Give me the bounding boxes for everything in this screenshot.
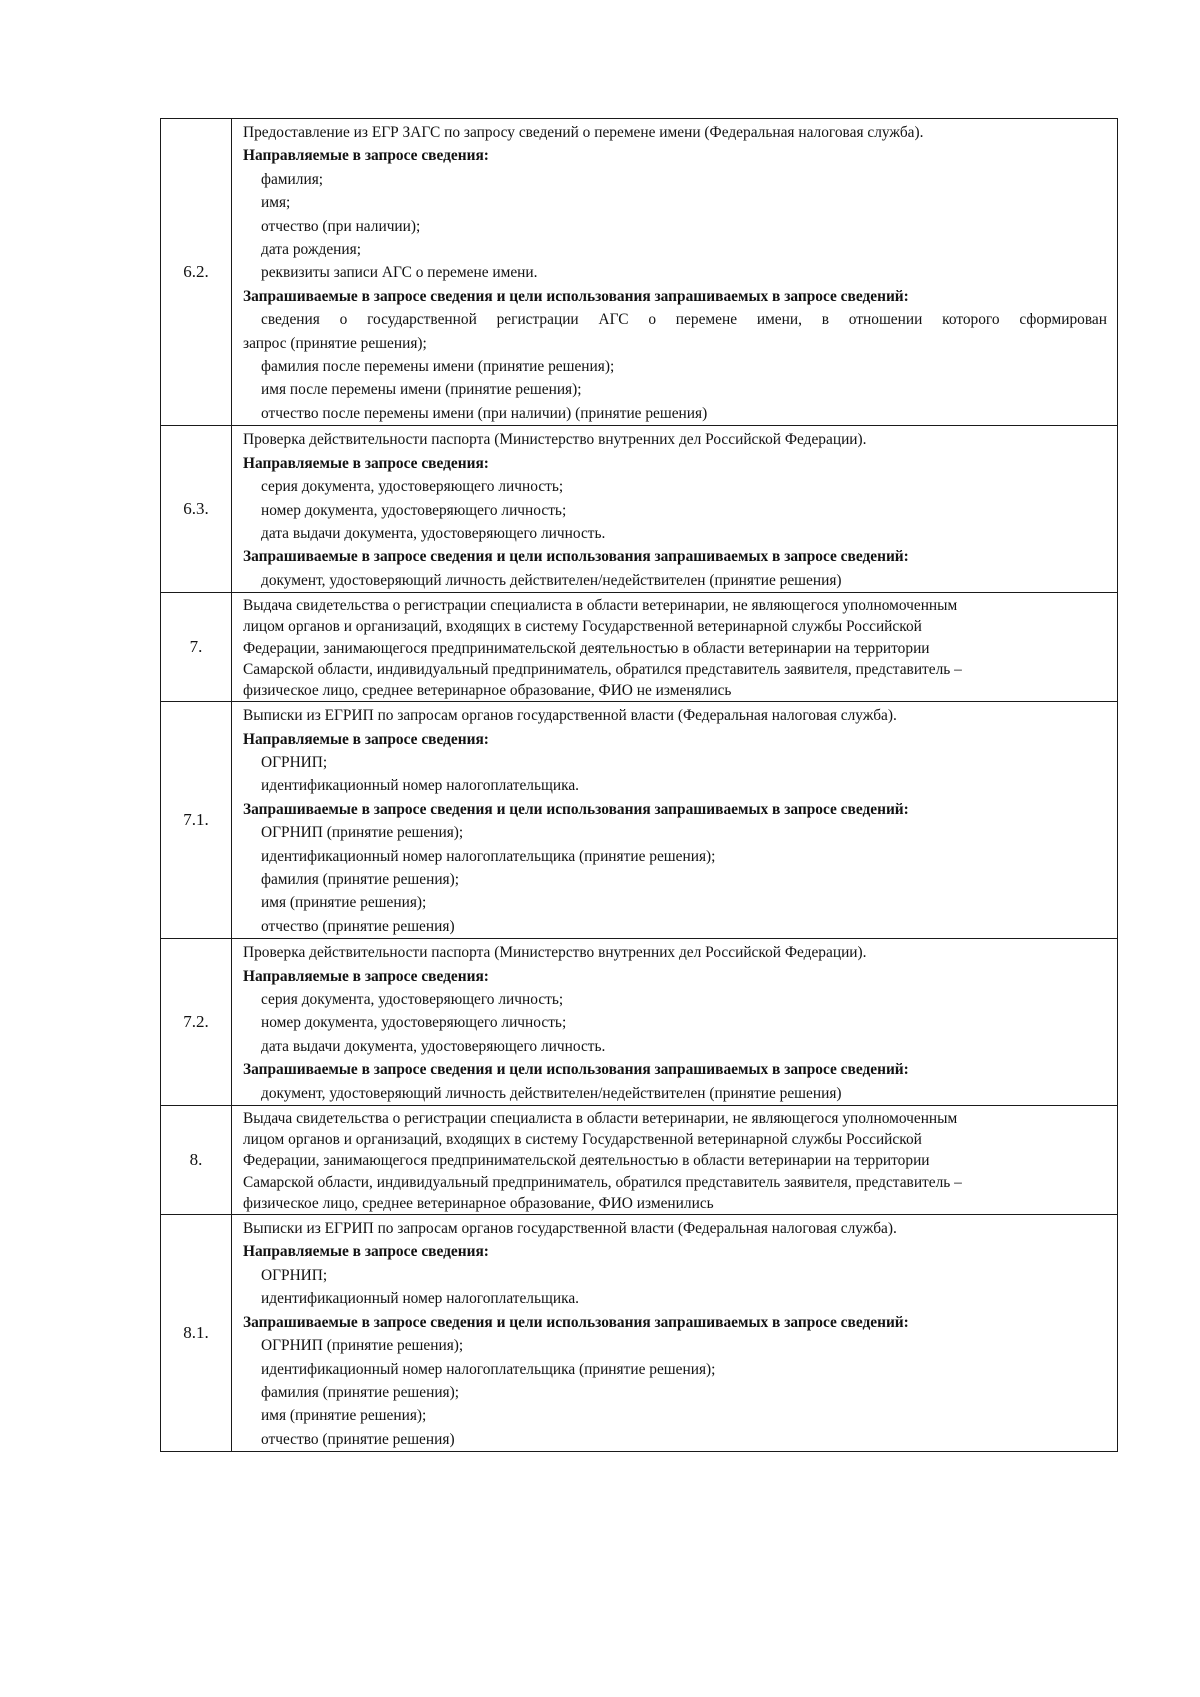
list-item: дата выдачи документа, удостоверяющего личность. bbox=[261, 524, 606, 542]
row-content bbox=[232, 702, 1118, 939]
row-number: 7. bbox=[161, 593, 232, 702]
content-line: физическое лицо, среднее ветеринарное образование, ФИО изменились bbox=[243, 1194, 714, 1212]
list-item: идентификационный номер налогоплательщика. bbox=[261, 777, 580, 795]
list-item: документ, удостоверяющий личность действителен/недействителен (принятие решения) bbox=[261, 571, 842, 589]
row-number: 6.2. bbox=[161, 119, 232, 426]
list-item: идентификационный номер налогоплательщика. bbox=[261, 1290, 580, 1308]
list-item: серия документа, удостоверяющего личность; bbox=[261, 991, 564, 1009]
table-row bbox=[161, 702, 1118, 939]
content-line: Проверка действительности паспорта (Министерство внутренних дел Российской Федерации). bbox=[243, 431, 867, 449]
section-heading: Направляемые в запросе сведения: bbox=[243, 454, 489, 472]
section-heading: Запрашиваемые в запросе сведения и цели использования запрашиваемых в запросе сведений: bbox=[243, 1313, 909, 1331]
content-line: лицом органов и организаций, входящих в систему Государственной ветеринарной службы Российской bbox=[243, 618, 922, 636]
list-item: идентификационный номер налогоплательщика (принятие решения); bbox=[261, 1360, 716, 1378]
list-item: имя; bbox=[261, 194, 291, 212]
list-item: реквизиты записи АГС о перемене имени. bbox=[261, 264, 538, 282]
row-number: 6.3. bbox=[161, 426, 232, 593]
list-item: фамилия (принятие решения); bbox=[261, 870, 460, 888]
row-number: 8.1. bbox=[161, 1215, 232, 1452]
row-number: 7.1. bbox=[161, 702, 232, 939]
section-heading: Направляемые в запросе сведения: bbox=[243, 147, 489, 165]
list-item: номер документа, удостоверяющего личность; bbox=[261, 1014, 567, 1032]
list-item: фамилия после перемены имени (принятие решения); bbox=[261, 358, 615, 376]
table-row bbox=[161, 426, 1118, 593]
list-item: ОГРНИП; bbox=[261, 753, 328, 771]
row-content bbox=[232, 426, 1118, 593]
list-item: отчество после перемены имени (при наличии) (принятие решения) bbox=[261, 404, 708, 422]
section-heading: Запрашиваемые в запросе сведения и цели использования запрашиваемых в запросе сведений: bbox=[243, 548, 909, 566]
section-heading: Направляемые в запросе сведения: bbox=[243, 967, 489, 985]
content-line: Самарской области, индивидуальный предприниматель, обратился представитель заявителя, представитель – bbox=[243, 1173, 962, 1191]
list-item: дата рождения; bbox=[261, 241, 361, 259]
list-item: документ, удостоверяющий личность действителен/недействителен (принятие решения) bbox=[261, 1084, 842, 1102]
content-line: Предоставление из ЕГР ЗАГС по запросу сведений о перемене имени (Федеральная налоговая служба). bbox=[243, 124, 924, 141]
content-line: Выписки из ЕГРИП по запросам органов государственной власти (Федеральная налоговая служба). bbox=[243, 1220, 897, 1238]
section-heading: Направляемые в запросе сведения: bbox=[243, 1243, 489, 1261]
content-line: Выдача свидетельства о регистрации специалиста в области ветеринарии, не являющегося уполномоченным bbox=[243, 1110, 958, 1128]
content-line: Самарской области, индивидуальный предприниматель, обратился представитель заявителя, представитель – bbox=[243, 660, 962, 678]
content-line: Федерации, занимающегося предпринимательской деятельностью в области ветеринарии на территории bbox=[243, 1152, 930, 1170]
row-content bbox=[232, 119, 1118, 426]
row-number: 8. bbox=[161, 1106, 232, 1215]
table-row bbox=[161, 939, 1118, 1106]
list-item: имя (принятие решения); bbox=[261, 894, 427, 912]
list-item: сведения о государственной регистрации АГС о перемене имени, в отношении которого сформирован bbox=[261, 311, 1107, 329]
list-item: фамилия; bbox=[261, 170, 324, 188]
row-content bbox=[232, 939, 1118, 1106]
content-line: Выдача свидетельства о регистрации специалиста в области ветеринарии, не являющегося уполномоченным bbox=[243, 597, 958, 615]
content-line: лицом органов и организаций, входящих в систему Государственной ветеринарной службы Российской bbox=[243, 1131, 922, 1149]
section-heading: Запрашиваемые в запросе сведения и цели использования запрашиваемых в запросе сведений: bbox=[243, 800, 909, 818]
row-content bbox=[232, 593, 1118, 702]
list-item: отчество (принятие решения) bbox=[261, 1430, 455, 1448]
list-item: ОГРНИП; bbox=[261, 1266, 328, 1284]
row-number: 7.2. bbox=[161, 939, 232, 1106]
table-row bbox=[161, 119, 1118, 426]
list-item: дата выдачи документа, удостоверяющего личность. bbox=[261, 1037, 606, 1055]
list-item: ОГРНИП (принятие решения); bbox=[261, 1337, 464, 1355]
list-item: ОГРНИП (принятие решения); bbox=[261, 824, 464, 842]
content-line: Выписки из ЕГРИП по запросам органов государственной власти (Федеральная налоговая служба). bbox=[243, 707, 897, 725]
table-row bbox=[161, 593, 1118, 702]
section-heading: Запрашиваемые в запросе сведения и цели использования запрашиваемых в запросе сведений: bbox=[243, 287, 909, 305]
content-line: запрос (принятие решения); bbox=[243, 334, 427, 352]
content-line: Федерации, занимающегося предпринимательской деятельностью в области ветеринарии на территории bbox=[243, 639, 930, 657]
list-item: отчество (при наличии); bbox=[261, 217, 421, 235]
services-table bbox=[160, 118, 1118, 1452]
list-item: серия документа, удостоверяющего личность; bbox=[261, 478, 564, 496]
table-row bbox=[161, 1106, 1118, 1215]
list-item: идентификационный номер налогоплательщика (принятие решения); bbox=[261, 847, 716, 865]
list-item: имя (принятие решения); bbox=[261, 1407, 427, 1425]
row-content bbox=[232, 1106, 1118, 1215]
row-content bbox=[232, 1215, 1118, 1452]
list-item: отчество (принятие решения) bbox=[261, 917, 455, 935]
section-heading: Направляемые в запросе сведения: bbox=[243, 730, 489, 748]
list-item: имя после перемены имени (принятие решения); bbox=[261, 381, 582, 399]
content-line: физическое лицо, среднее ветеринарное образование, ФИО не изменялись bbox=[243, 681, 732, 699]
content-line: Проверка действительности паспорта (Министерство внутренних дел Российской Федерации). bbox=[243, 944, 867, 962]
list-item: фамилия (принятие решения); bbox=[261, 1383, 460, 1401]
table-row bbox=[161, 1215, 1118, 1452]
section-heading: Запрашиваемые в запросе сведения и цели использования запрашиваемых в запросе сведений: bbox=[243, 1061, 909, 1079]
list-item: номер документа, удостоверяющего личность; bbox=[261, 501, 567, 519]
services-table-body bbox=[161, 119, 1118, 1452]
